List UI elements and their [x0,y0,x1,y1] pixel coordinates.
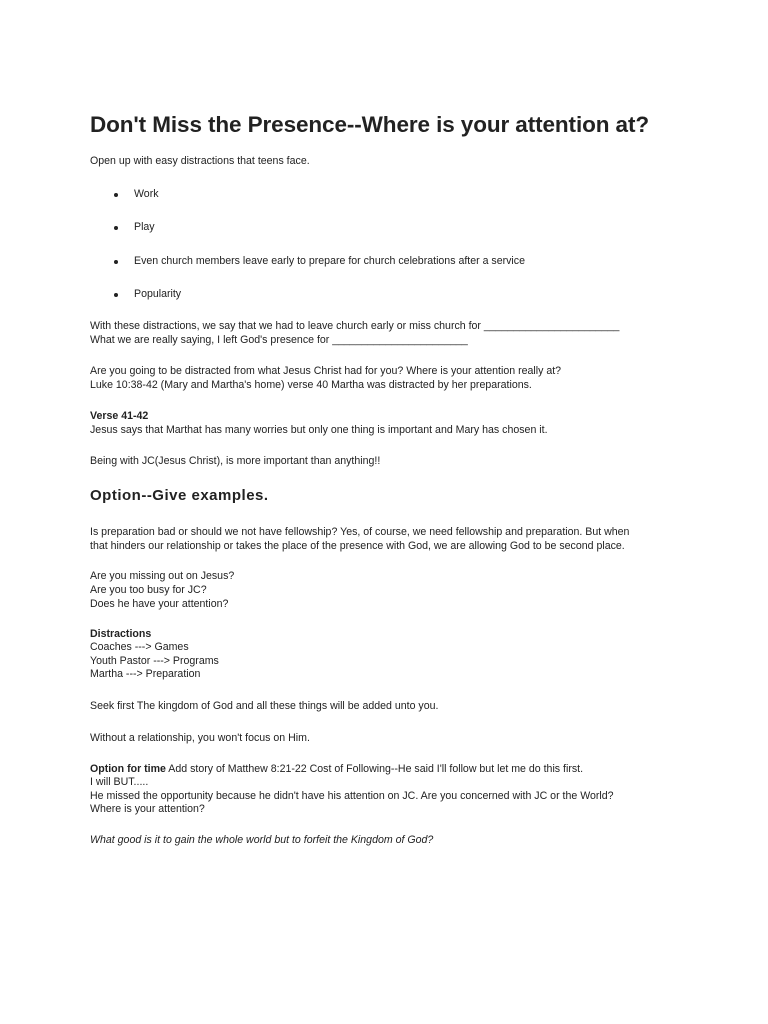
question-line: Are you too busy for JC? [90,584,207,596]
preparation-line-1: Is preparation bad or should we not have fellowship? Yes, of course, we need fellowship and preparation. But when [90,526,630,538]
option-time-line-4: Where is your attention? [90,803,205,815]
intro-text: Open up with easy distractions that teens face. [90,155,310,167]
option-time-text: Add story of Matthew 8:21-22 Cost of Following--He said I'll follow but let me do this first. [165,763,584,775]
luke-line-1: Are you going to be distracted from what Jesus Christ had for you? Where is your attention really at? [90,365,562,377]
document-title: Don't Miss the Presence--Where is your attention at? [90,112,649,137]
option-time-line-2: I will BUT..... [90,776,149,788]
bullet-dot [114,293,118,297]
closing-question: What good is it to gain the whole world but to forfeit the Kingdom of God? [90,834,434,846]
preparation-line-2: that hinders our relationship or takes the place of the presence with God, we are allowing God to be second place. [90,540,625,552]
bullet-text: Work [134,188,159,200]
bullet-text: Even church members leave early to prepare for church celebrations after a service [134,255,525,267]
relationship-line: Without a relationship, you won't focus on Him. [90,732,310,744]
jc-line: Being with JC(Jesus Christ), is more important than anything!! [90,455,381,467]
option-time-line [90,763,583,777]
bullet-text: Play [134,221,155,233]
verse-heading: Verse 41-42 [90,410,149,422]
distractions-line-1: With these distractions, we say that we had to leave church early or miss church for _______________________ [90,320,620,332]
verse-text: Jesus says that Marthat has many worries but only one thing is important and Mary has chosen it. [90,424,548,436]
luke-line-2: Luke 10:38-42 (Mary and Martha's home) verse 40 Martha was distracted by her preparations. [90,379,532,391]
option-time-line-3: He missed the opportunity because he didn't have his attention on JC. Are you concerned with JC or the World? [90,790,614,802]
option-time-label: Option for time [90,763,166,775]
distractions-heading: Distractions [90,628,152,640]
bullet-dot [114,193,118,197]
bullet-text: Popularity [134,288,182,300]
question-line: Does he have your attention? [90,598,229,610]
distraction-item: Martha ---> Preparation [90,668,201,680]
question-line: Are you missing out on Jesus? [90,570,235,582]
bullet-dot [114,260,118,264]
distraction-item: Youth Pastor ---> Programs [90,655,219,667]
bullet-dot [114,226,118,230]
section-heading: Option--Give examples. [90,487,269,504]
distractions-line-2: What we are really saying, I left God's presence for _______________________ [90,334,468,346]
distraction-item: Coaches ---> Games [90,641,189,653]
seek-line: Seek first The kingdom of God and all these things will be added unto you. [90,700,439,712]
